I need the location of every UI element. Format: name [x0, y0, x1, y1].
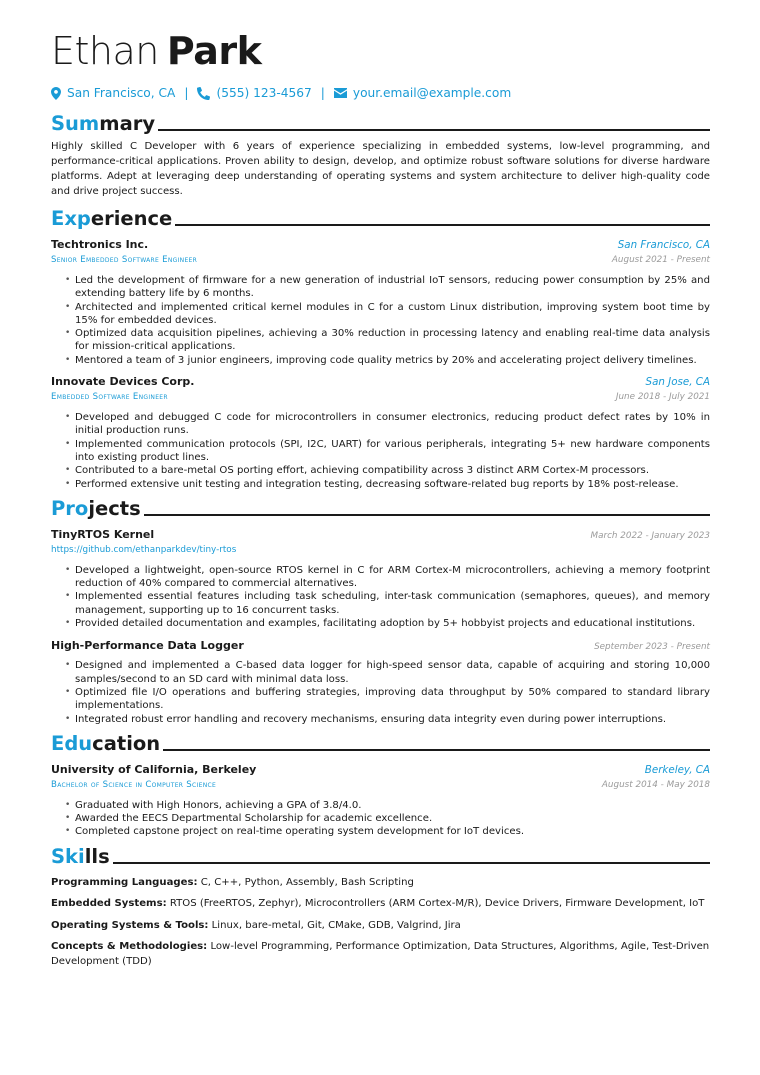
bullet-item: • Optimized file I/O operations and buffering strategies, improving data throughput by 50% compared to standard library implementations. — [75, 686, 710, 713]
skill-row — [51, 896, 710, 911]
skill-value: RTOS (FreeRTOS, Zephyr), Microcontrollers (ARM Cortex-M/R), Device Drivers, Firmware Development, IoT — [169, 898, 705, 910]
bullet-item: • Mentored a team of 3 junior engineers, improving code quality metrics by 20% and accelerating project delivery timelines. — [75, 354, 710, 367]
project-link[interactable]: https://github.com/ethanparkdev/tiny-rtos — [51, 544, 237, 555]
bullet-item: • Optimized data acquisition pipelines, achieving a 30% reduction in processing latency and enabling real-time data analysis for mission-critical applications. — [75, 327, 710, 354]
bullet-list — [51, 411, 710, 491]
experience-entry — [51, 374, 710, 491]
skill-label: Operating Systems & Tools: — [51, 919, 209, 931]
bullet-list — [51, 274, 710, 367]
bullet-item: • Awarded the EECS Departmental Scholarship for academic excellence. — [75, 812, 710, 825]
contact-email[interactable] — [334, 85, 511, 101]
bullet-item: • Implemented communication protocols (SPI, I2C, UART) for various peripherals, integrating 5+ new hardware components into existing product lines. — [75, 438, 710, 465]
skill-label: Embedded Systems: — [51, 898, 167, 910]
education-dates: August 2014 - May 2018 — [601, 779, 710, 790]
skills-list — [51, 875, 710, 970]
bullet-item: • Developed and debugged C code for microcontrollers in consumer electronics, reducing product defect rates by 10% in initial production runs. — [75, 411, 710, 438]
contact-phone[interactable] — [197, 85, 311, 101]
section-title-education: Education — [51, 731, 161, 755]
bullet-item: • Developed a lightweight, open-source RTOS kernel in C for ARM Cortex-M microcontrollers, achieving a memory footprint reduction of 40% compared to commercial alternatives. — [75, 564, 710, 591]
phone-text: (555) 123-4567 — [216, 86, 312, 100]
bullet-item: • Completed capstone project on real-time operating system development for IoT devices. — [75, 825, 710, 838]
school-name: University of California, Berkeley — [51, 762, 257, 776]
bullet-item: • Architected and implemented critical kernel modules in C for a custom Linux distribution, improving system boot time by 15% for embedded devices. — [75, 301, 710, 328]
section-title-summary: Summary — [51, 112, 156, 135]
project-name: High-Performance Data Logger — [51, 639, 244, 653]
resume-page — [51, 28, 710, 969]
section-header-education — [51, 733, 710, 755]
job-dates: June 2018 - July 2021 — [615, 392, 710, 403]
section-header-skills — [51, 846, 710, 868]
bullet-list — [51, 799, 710, 839]
job-dates: August 2021 - Present — [611, 255, 710, 265]
job-title: Senior Embedded Software Engineer — [51, 255, 198, 265]
contact-line — [51, 85, 710, 101]
candidate-name — [51, 28, 710, 74]
email-text: your.email@example.com — [352, 86, 512, 100]
section-title-projects: Projects — [51, 496, 141, 520]
section-title-skills: Skills — [51, 844, 110, 868]
employer-location: San Jose, CA — [645, 376, 710, 389]
last-name: Park — [166, 29, 262, 73]
section-title-experience: Experience — [51, 207, 173, 230]
skill-row — [51, 918, 710, 933]
project-name: TinyRTOS Kernel — [51, 527, 155, 541]
first-name: Ethan — [51, 29, 159, 73]
bullet-item: • Integrated robust error handling and recovery mechanisms, ensuring data integrity even during power interruptions. — [75, 713, 710, 726]
section-rule — [144, 514, 710, 516]
experience-entry — [51, 237, 710, 367]
education-entry — [51, 762, 710, 839]
bullet-item: • Led the development of firmware for a new generation of industrial IoT sensors, reducing power consumption by 25% and extending battery life by 6 months. — [75, 274, 710, 301]
skill-value: Linux, bare-metal, Git, CMake, GDB, Valgrind, Jira — [211, 919, 461, 931]
employer-location: San Francisco, CA — [617, 239, 710, 251]
section-rule — [163, 749, 710, 751]
bullet-item: • Implemented essential features including task scheduling, inter-task communication (semaphores, queues), and memory management, supporting up to 16 concurrent tasks. — [75, 590, 710, 617]
job-title: Embedded Software Engineer — [51, 392, 168, 403]
section-rule — [113, 862, 710, 864]
bullet-list — [51, 659, 710, 725]
bullet-item: • Contributed to a bare-metal OS porting effort, achieving compatibility across 3 distinct ARM Cortex-M processors. — [75, 464, 710, 477]
project-entry — [51, 638, 710, 725]
project-entry — [51, 527, 710, 630]
employer-name: Techtronics Inc. — [51, 238, 149, 251]
skill-label: Programming Languages: — [51, 876, 198, 888]
project-dates: September 2023 - Present — [594, 642, 710, 653]
project-dates: March 2022 - January 2023 — [590, 530, 710, 541]
contact-location — [51, 85, 175, 101]
section-rule — [158, 129, 710, 131]
bullet-item: • Graduated with High Honors, achieving a GPA of 3.8/4.0. — [75, 799, 710, 812]
school-location: Berkeley, CA — [644, 763, 710, 776]
location-text: San Francisco, CA — [67, 86, 176, 100]
contact-separator: | — [184, 86, 189, 100]
skill-value: C, C++, Python, Assembly, Bash Scripting — [200, 876, 414, 888]
envelope-icon — [334, 88, 347, 98]
employer-name: Innovate Devices Corp. — [51, 375, 195, 389]
skill-row — [51, 939, 710, 969]
section-header-projects — [51, 498, 710, 520]
section-header-experience — [51, 208, 710, 230]
section-rule — [175, 224, 710, 226]
summary-text: Highly skilled C Developer with 6 years of experience specializing in embedded systems, low-level programming, and performance-critical applications. Proven ability to design, develop, and optimize robust software solutions for diverse hardware platforms. Adept at leveraging deep understanding of operating systems and system architecture to deliver high-quality code and drive project success. — [51, 141, 710, 197]
bullet-item: • Designed and implemented a C-based data logger for high-speed sensor data, capable of acquiring and storing 10,000 samples/second to an SD card with minimal data loss. — [75, 659, 710, 686]
section-header-summary — [51, 113, 710, 135]
contact-separator: | — [320, 86, 325, 100]
skill-row — [51, 875, 710, 890]
bullet-list — [51, 564, 710, 630]
degree: Bachelor of Science in Computer Science — [51, 779, 217, 790]
phone-icon — [197, 87, 210, 100]
bullet-item: • Performed extensive unit testing and integration testing, decreasing software-related bug reports by 18% post-release. — [75, 478, 710, 491]
skill-label: Concepts & Methodologies: — [51, 941, 208, 953]
map-pin-icon — [51, 87, 61, 100]
bullet-item: • Provided detailed documentation and examples, facilitating adoption by 5+ hobbyist projects and educational institutions. — [75, 617, 710, 630]
skill-value: Low-level Programming, Performance Optimization, Data Structures, Algorithms, Agile, Test-Driven Development (TDD) — [51, 941, 710, 968]
